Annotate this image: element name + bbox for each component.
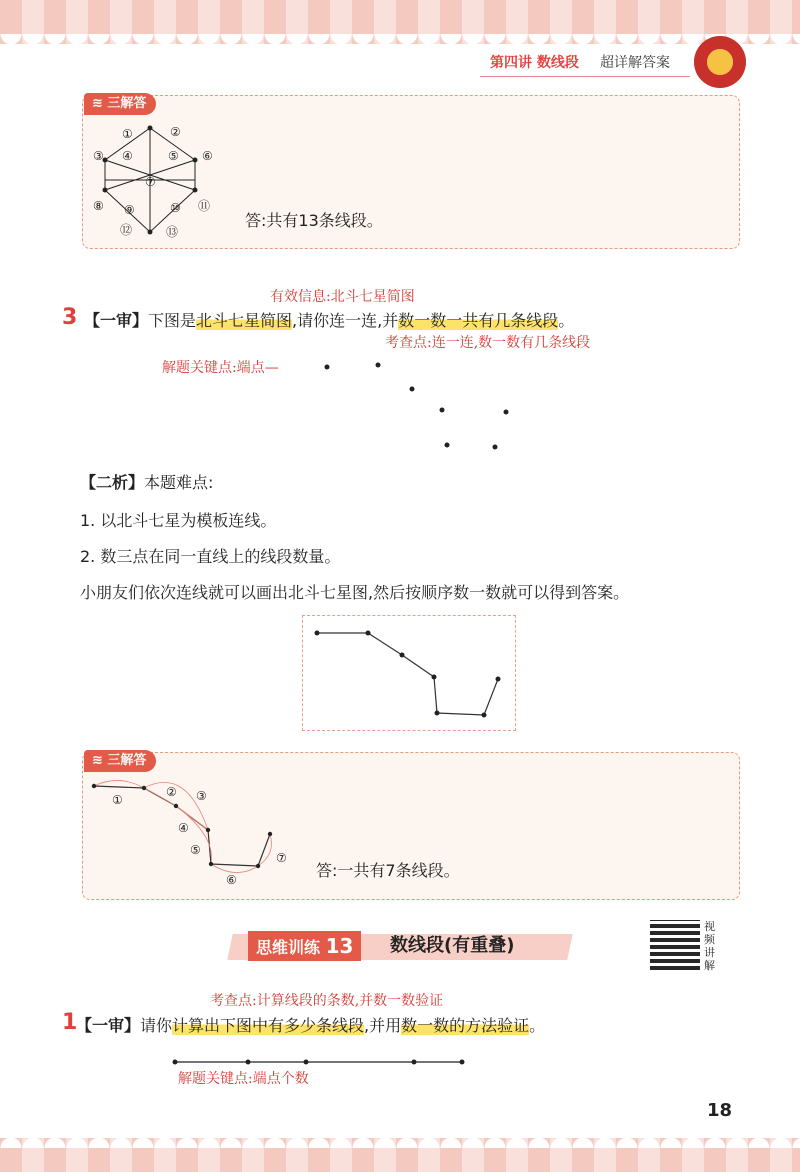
highlight: 计算出下图中有多少条线段 [172,1016,365,1035]
answer-tag-1: ≋ 三解答 [84,93,156,115]
analysis-heading: 【二析】本题难点: [80,473,214,492]
seg-label: ⑦ [276,851,287,865]
medal-icon [694,36,746,88]
analysis-point-1: 1. 以北斗七星为模板连线。 [80,511,277,530]
seg-label: ① [112,793,123,807]
analysis-point-2: 2. 数三点在同一直线上的线段数量。 [80,547,341,566]
highlight: 数一数一共有几条线段 [398,311,559,330]
seg-label: ③ [93,149,104,163]
highlight: 数一数的方法验证 [401,1016,530,1035]
seg-label: ⑤ [190,843,201,857]
seg-label: ⑩ [170,201,181,215]
annotation-key-info: 有效信息:北斗七星简图 [270,289,415,305]
seg-label: ⑪ [198,199,211,213]
seg-label: ⑬ [166,225,179,239]
seg-label: ② [170,125,181,139]
page-number: 18 [706,1100,732,1121]
answer-text-2: 答:一共有7条线段。 [316,861,460,880]
header-rule [480,76,690,77]
question-number: 1 [62,1010,78,1035]
header-band [0,0,800,44]
annotation-exam-point: 考查点:计算线段的条数,并数一数验证 [210,993,444,1009]
chapter-title: 第四讲 数线段 [490,55,579,71]
qr-label: 视频讲解 [704,920,715,972]
big-dipper-figure [302,615,514,729]
answer-text-1: 答:共有13条线段。 [245,211,383,230]
answer-tag-2: ≋ 三解答 [84,750,156,772]
stage-label: 【二析】 [80,473,145,492]
stage-label: 【一审】 [84,311,149,330]
annotation-key-point: 解题关键点:端点个数 [178,1071,309,1087]
annotation-exam-point: 考查点:连一连,数一数有几条线段 [385,335,591,351]
seg-label: ⑥ [202,149,213,163]
seg-label: ④ [122,149,133,163]
footer-band [0,1138,800,1172]
annotation-key-point: 解题关键点:端点— [162,360,279,376]
analysis-summary: 小朋友们依次连线就可以画出北斗七星图,然后按顺序数一数就可以得到答案。 [80,583,630,602]
question-text: 【一审】请你计算出下图中有多少条线段,并用数一数的方法验证。 [76,1016,546,1035]
qr-code-icon[interactable] [650,920,700,970]
seg-label: ① [122,127,133,141]
octagon-figure [90,120,230,240]
seg-label: ⑫ [120,223,133,237]
seg-label: ⑥ [226,873,237,887]
question-number: 3 [62,305,78,330]
section-header [230,930,570,962]
seg-label: ④ [178,821,189,835]
section-subtitle: 数线段(有重叠) [390,935,515,956]
highlight: 北斗七星简图 [196,311,293,330]
question-text: 【一审】下图是北斗七星简图,请你连一连,并数一数一共有几条线段。 [84,311,575,330]
section-title: 思维训练 13 [248,931,361,961]
seg-label: ⑨ [124,203,135,217]
seg-label: ③ [196,789,207,803]
dipper-answer-figure [86,776,306,892]
chapter-subtitle: 超详解答案 [600,55,670,71]
seg-label: ⑧ [93,199,104,213]
big-dipper-dots [310,355,530,465]
seg-label: ⑤ [168,149,179,163]
seg-label: ⑦ [145,175,156,189]
seg-label: ② [166,785,177,799]
stage-label: 【一审】 [76,1016,141,1035]
